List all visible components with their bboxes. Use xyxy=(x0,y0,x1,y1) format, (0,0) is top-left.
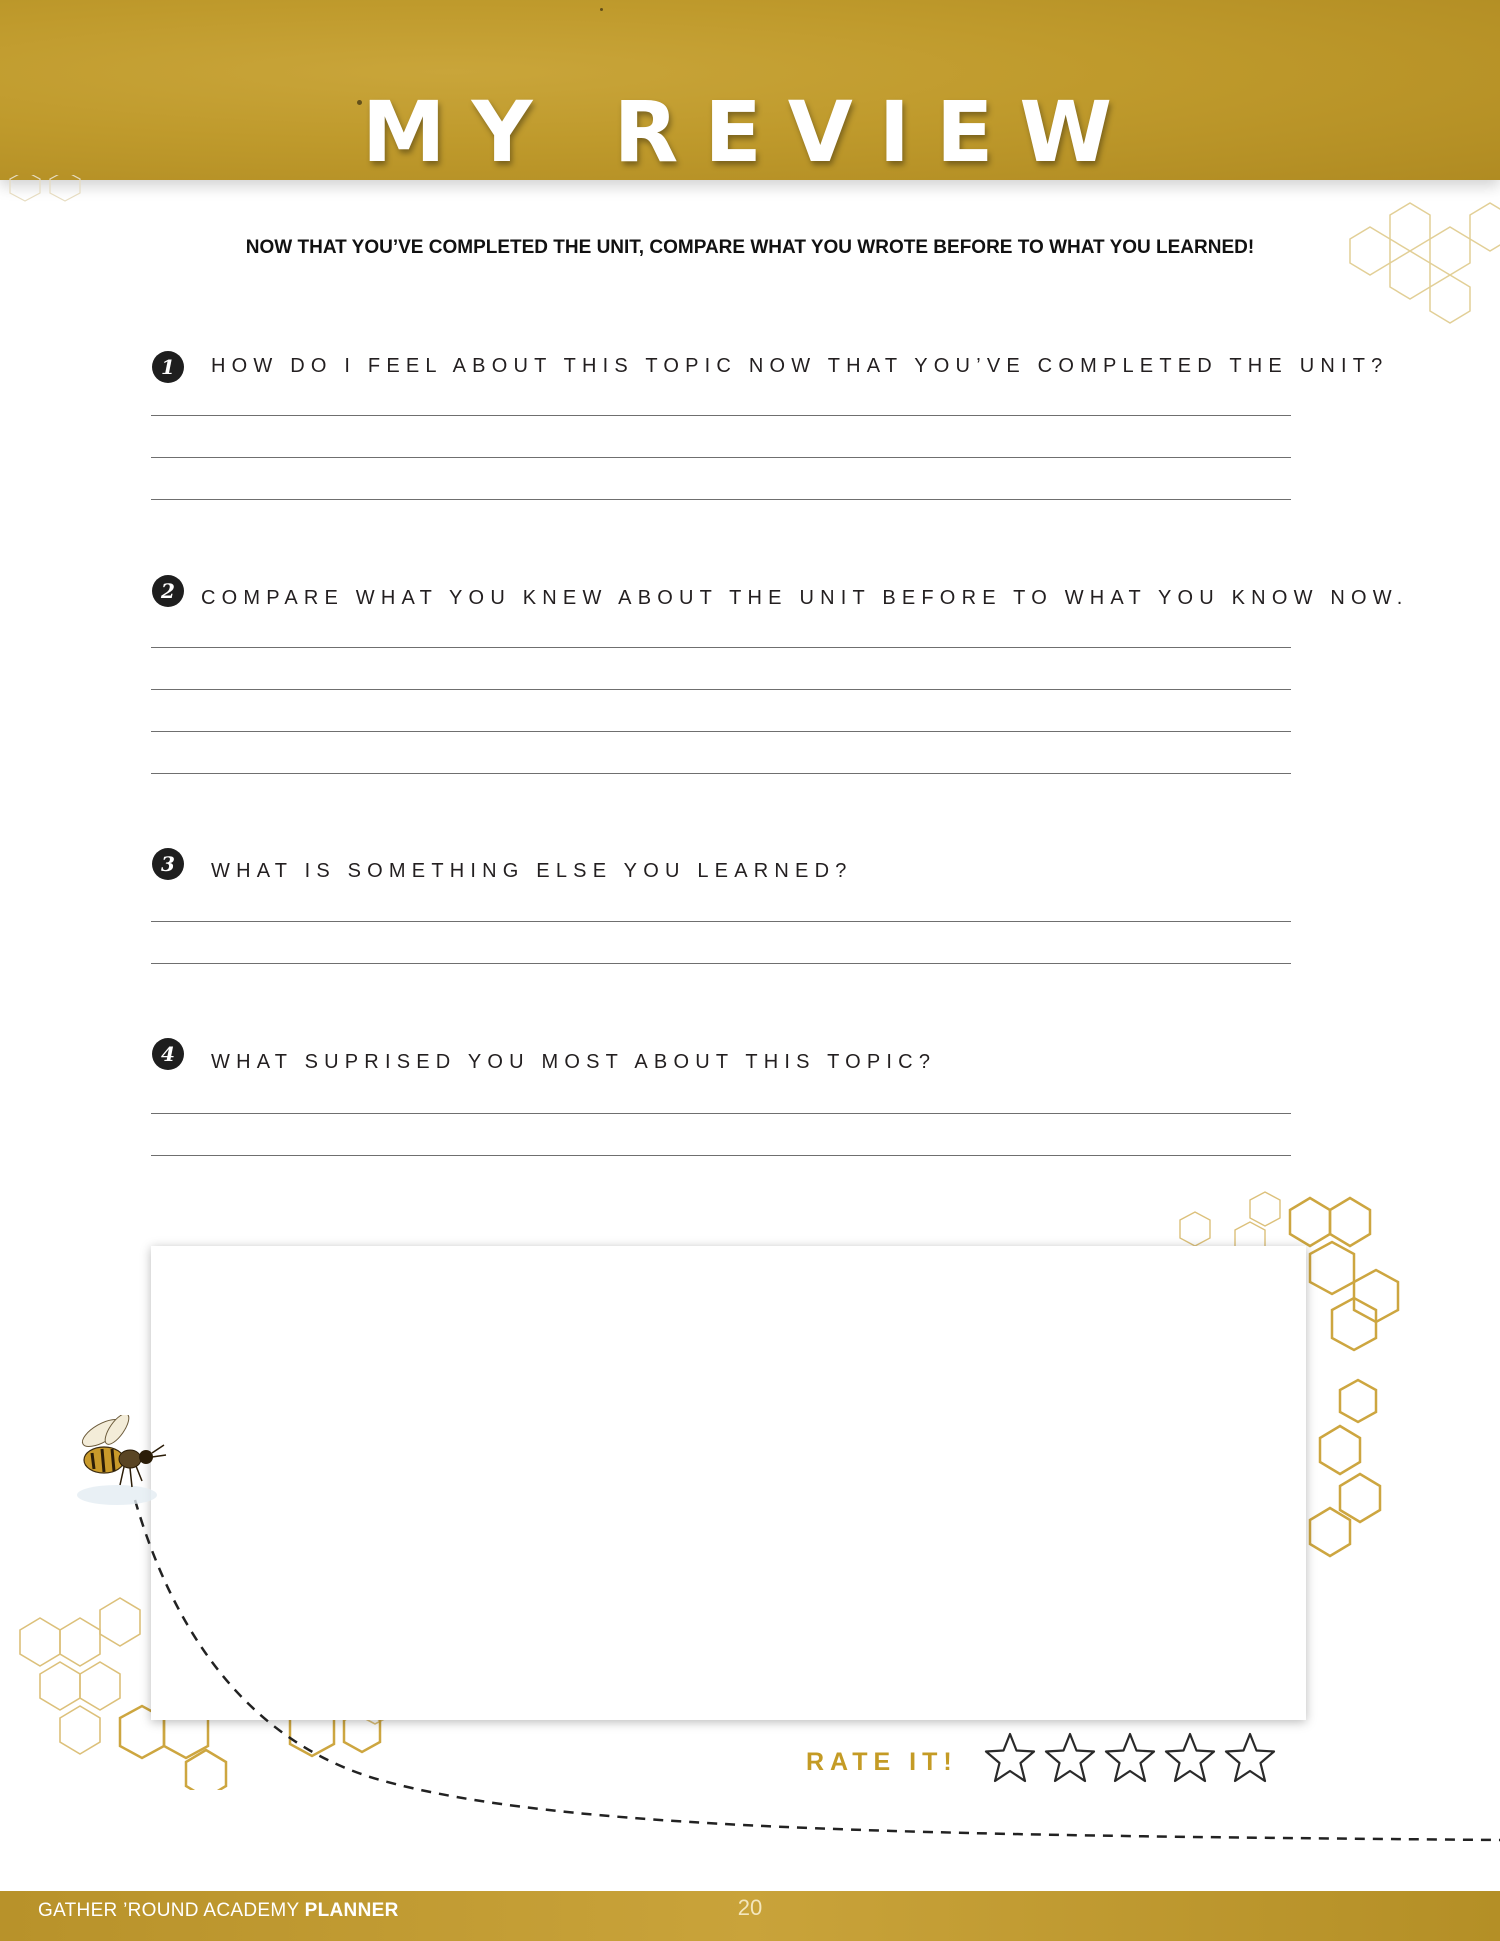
answer-line[interactable] xyxy=(151,689,1291,690)
question-text: COMPARE WHAT YOU KNEW ABOUT THE UNIT BEFORE TO WHAT YOU KNOW NOW. xyxy=(201,587,1409,609)
footer-brand-light: GATHER ’ROUND ACADEMY xyxy=(38,1900,305,1921)
answer-line[interactable] xyxy=(151,921,1291,922)
page-number: 20 xyxy=(737,1895,763,1920)
question-number-badge: 4 xyxy=(152,1038,184,1070)
flight-path xyxy=(0,1480,1500,1860)
star-outline-icon[interactable] xyxy=(1163,1731,1217,1785)
answer-line[interactable] xyxy=(151,773,1291,774)
answer-line[interactable] xyxy=(151,647,1291,648)
instruction-text: NOW THAT YOU’VE COMPLETED THE UNIT, COMPARE WHAT YOU WROTE BEFORE TO WHAT YOU LEARNED! xyxy=(245,237,1255,258)
star-outline-icon[interactable] xyxy=(983,1731,1037,1785)
footer-brand-bold: PLANNER xyxy=(304,1900,399,1921)
question-text: WHAT IS SOMETHING ELSE YOU LEARNED? xyxy=(211,860,853,882)
answer-line[interactable] xyxy=(151,415,1291,416)
rate-it-label: RATE IT! xyxy=(806,1748,958,1776)
bee-illustration xyxy=(72,1415,182,1510)
star-outline-icon[interactable] xyxy=(1223,1731,1277,1785)
answer-line[interactable] xyxy=(151,1113,1291,1114)
star-outline-icon[interactable] xyxy=(1103,1731,1157,1785)
page-title: MY REVIEW xyxy=(361,83,1139,181)
answer-line[interactable] xyxy=(151,1155,1291,1156)
footer-brand xyxy=(38,1900,399,1922)
question-number-badge: 3 xyxy=(152,848,184,880)
answer-line[interactable] xyxy=(151,457,1291,458)
answer-line[interactable] xyxy=(151,731,1291,732)
star-rating[interactable] xyxy=(983,1731,1277,1785)
ink-speck xyxy=(600,8,603,11)
honeycomb-decoration xyxy=(0,175,90,205)
question-number-badge: 2 xyxy=(152,575,184,607)
question-text: WHAT SUPRISED YOU MOST ABOUT THIS TOPIC? xyxy=(211,1051,937,1073)
star-outline-icon[interactable] xyxy=(1043,1731,1097,1785)
answer-line[interactable] xyxy=(151,963,1291,964)
answer-line[interactable] xyxy=(151,499,1291,500)
question-text: HOW DO I FEEL ABOUT THIS TOPIC NOW THAT YOU’VE COMPLETED THE UNIT? xyxy=(211,355,1389,377)
question-number-badge: 1 xyxy=(152,351,184,383)
